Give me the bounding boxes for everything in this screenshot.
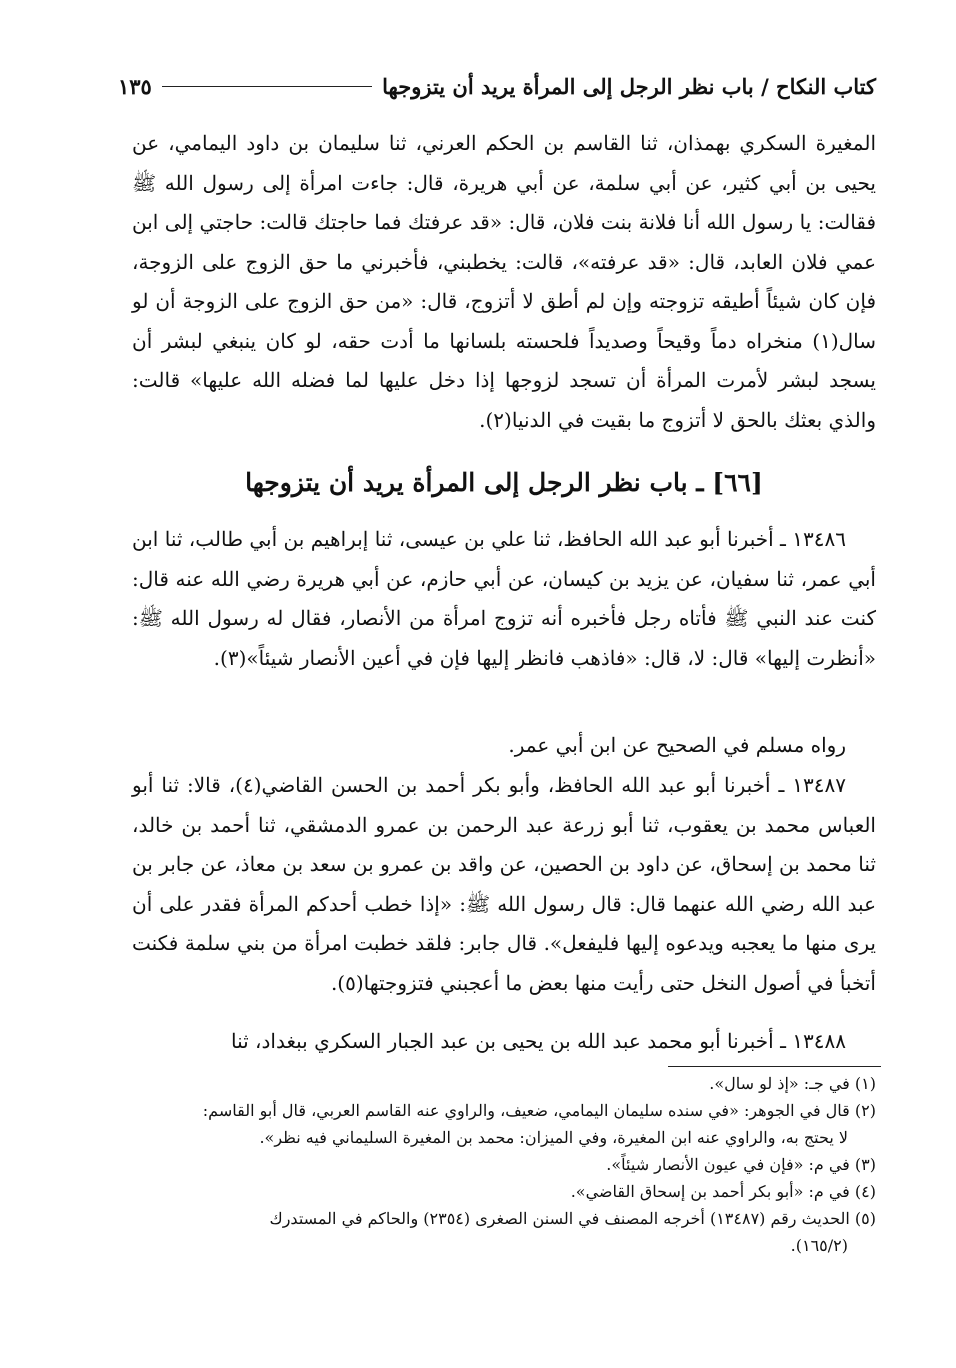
page-number: ١٣٥ [118, 73, 152, 99]
footnotes [132, 1070, 876, 1259]
hadith-13486 [132, 520, 876, 678]
footnote-5-continued: (١٦٥/٢). [790, 1236, 848, 1255]
hadith-13488-text: ١٣٤٨٨ ـ أخبرنا أبو محمد عبد الله بن يحيى بن عبد الجبار السكري ببغداد، ثنا [231, 1029, 846, 1053]
footnote-2: (٢) قال في الجوهر: «في سنده سليمان اليمامي، ضعيف، والراوي عنه القاسم العربي، قال أبو القاسم: [202, 1101, 876, 1120]
footnote-4: (٤) في م: «أبو بكر أحمد بن إسحاق القاضي». [570, 1182, 876, 1201]
muslim-note [132, 726, 876, 766]
footnote-2-continued: لا يحتج به، والراوي عنه ابن المغيرة، وفي الميزان: محمد بن المغيرة السليماني فيه نظر». [259, 1128, 848, 1147]
footnote-3: (٣) في م: «فإن في عيون الأنصار شيئاً». [606, 1155, 876, 1174]
footnote-1: (١) في جـ: «إذ لو سال». [709, 1074, 876, 1093]
header-title: كتاب النكاح / باب نظر الرجل إلى المرأة يريد أن يتزوجها [382, 73, 876, 99]
hadith-13486-text: ١٣٤٨٦ ـ أخبرنا أبو عبد الله الحافظ، ثنا علي بن عيسى، ثنا إبراهيم بن أبي طالب، ثنا ابن أبي عمر، ثنا سفيان، عن يزيد بن كيسان، عن أبي حازم، عن أبي هريرة رضي الله عنه قال: كنت عند النبي ﷺ فأتاه رجل فأخبره أنه تزوج امرأة من الأنصار، فقال له رسول الله ﷺ: «أنظرت إليها» قال: لا، قال: «فاذهب فانظر إليها فإن في أعين الأنصار شيئاً»(٣). [132, 527, 876, 670]
intro-paragraph [132, 124, 876, 440]
footnote-separator [668, 1066, 881, 1067]
hadith-13487 [132, 766, 876, 1003]
muslim-note-text: رواه مسلم في الصحيح عن ابن أبي عمر. [508, 733, 846, 757]
footnote-5: (٥) الحديث رقم (١٣٤٨٧) أخرجه المصنف في السنن الصغرى (٢٣٥٤) والحاكم في المستدرك [269, 1209, 876, 1228]
header-rule [162, 86, 372, 87]
running-header [118, 66, 876, 106]
intro-text: المغيرة السكري بهمذان، ثنا القاسم بن الحكم العرني، ثنا سليمان بن داود اليمامي، عن يحيى بن أبي كثير، عن أبي سلمة، عن أبي هريرة، قال: جاءت امرأة إلى رسول الله ﷺ فقالت: يا رسول الله أنا فلانة بنت فلان، قال: «قد عرفتك فما حاجتك قالت: حاجتي إلى ابن عمي فلان العابد، قال: «قد عرفته»، قالت: يخطبني، فأخبرني ما حق الزوج على الزوجة، فإن كان شيئاً أطيقه تزوجته وإن لم أطق لا أتزوج، قال: «من حق الزوج على الزوجة أن لو سال(١) منخراه دماً وقيحاً وصديداً فلحسته بلسانها ما أدت حقه، لو كان ينبغي لبشر أن يسجد لبشر لأمرت المرأة أن تسجد لزوجها إذا دخل عليها لما فضله الله عليها» قالت: والذي بعثك بالحق لا أتزوج ما بقيت في الدنيا(٢). [132, 131, 876, 432]
hadith-13487-text: ١٣٤٨٧ ـ أخبرنا أبو عبد الله الحافظ، وأبو بكر أحمد بن الحسن القاضي(٤)، قالا: ثنا أبو العباس محمد بن يعقوب، ثنا أبو زرعة عبد الرحمن بن عمرو الدمشقي، ثنا أحمد بن خالد، ثنا محمد بن إسحاق، عن داود بن الحصين، عن واقد بن عمرو بن سعد بن معاذ، عن جابر بن عبد الله رضي الله عنهما قال: قال رسول الله ﷺ: «إذا خطب أحدكم المرأة فقدر على أن يرى منها ما يعجبه ويدعوه إليها فليفعل». قال جابر: فلقد خطبت امرأة من بني سلمة فكنت أتخبأ في أصول النخل حتى رأيت منها بعض ما أعجبني فتزوجتها(٥). [132, 773, 876, 995]
chapter-heading: [٦٦] ـ باب نظر الرجل إلى المرأة يريد أن يتزوجها [245, 468, 763, 497]
hadith-13488 [132, 1022, 876, 1062]
